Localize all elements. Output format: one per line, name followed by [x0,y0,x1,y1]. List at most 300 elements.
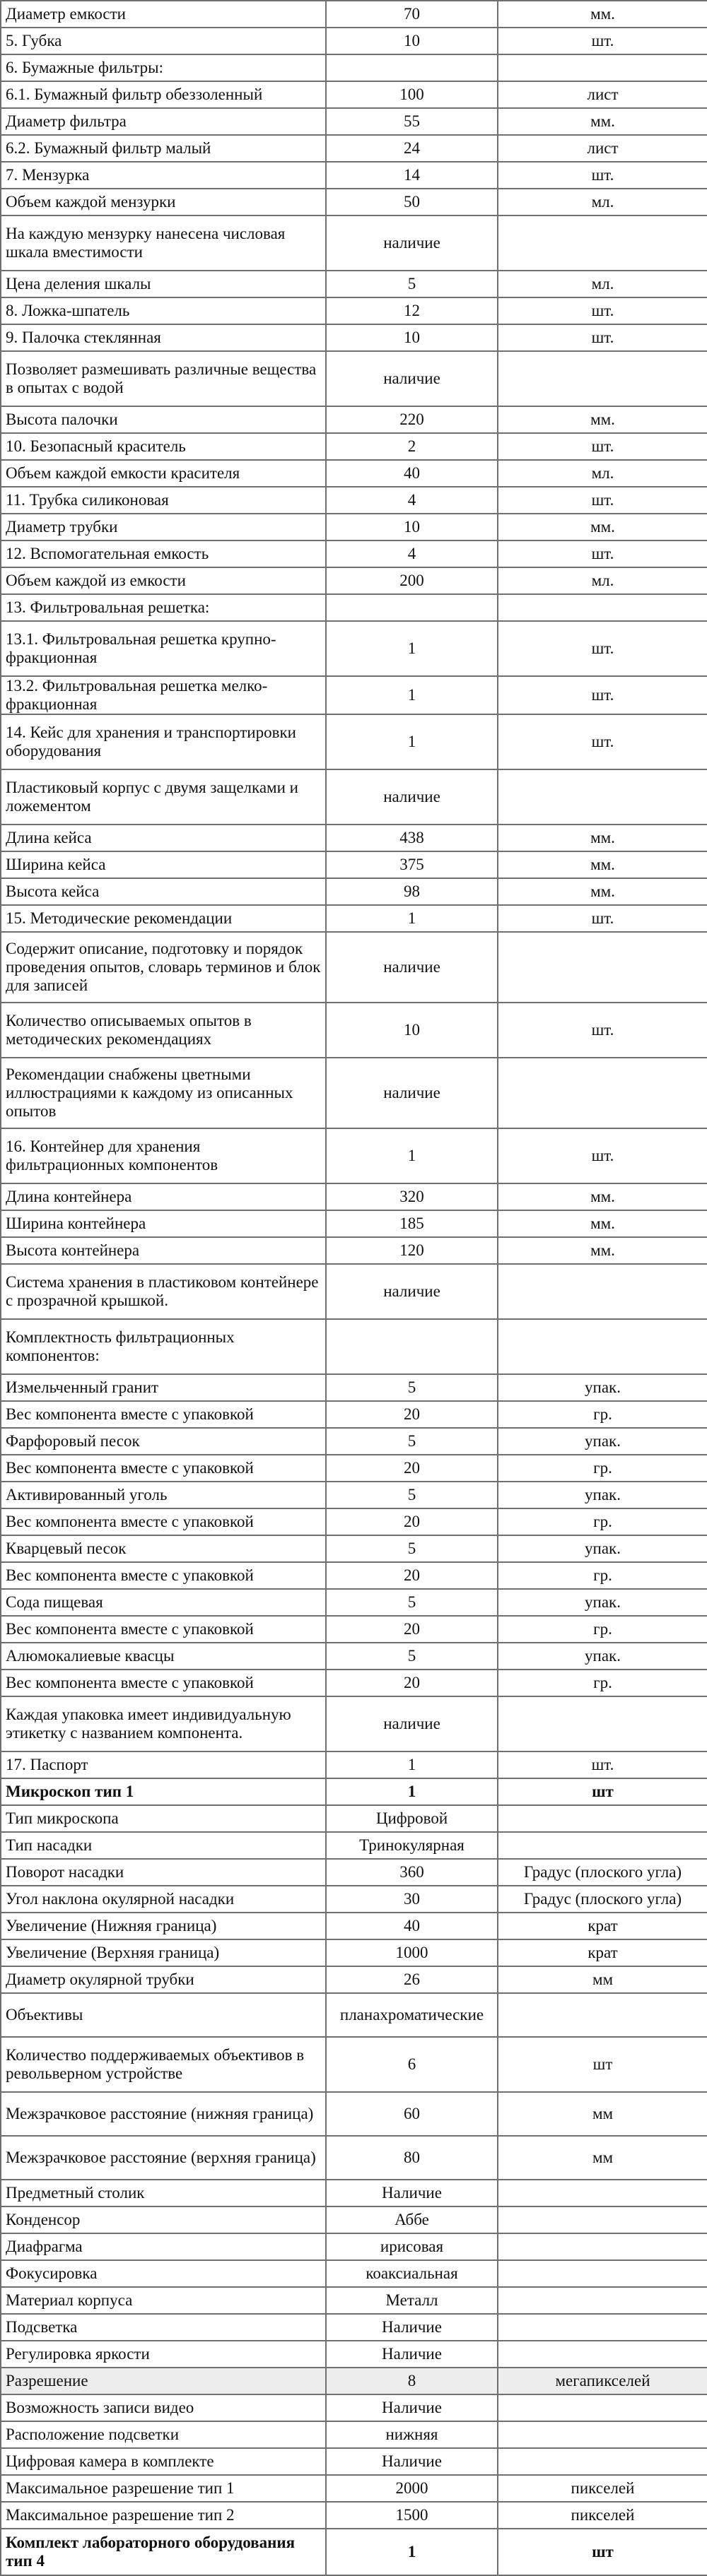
unit-cell [498,1696,707,1751]
parameter-value-cell: Наличие [326,2341,498,2368]
unit-cell: упак. [498,1482,707,1508]
table-row [1,851,707,878]
parameter-name-cell: Система хранения в пластиковом контейнере с прозрачной крышкой. [1,1264,326,1319]
parameter-name-cell: Материал корпуса [1,2287,326,2314]
table-row [1,1562,707,1589]
unit-cell [498,215,707,271]
parameter-value-cell: 6 [326,2037,498,2092]
parameter-name-cell: Диаметр окулярной трубки [1,1966,326,1993]
unit-cell: гр. [498,1562,707,1589]
parameter-value-cell: 375 [326,851,498,878]
parameter-name-cell: Увеличение (Верхняя граница) [1,1939,326,1966]
parameter-value-cell: 1500 [326,2502,498,2529]
parameter-name-cell: Диафрагма [1,2233,326,2260]
parameter-name-cell: Объем каждой из емкости [1,567,326,594]
unit-cell: лист [498,81,707,108]
parameter-value-cell: 1 [326,1751,498,1778]
parameter-value-cell: 98 [326,878,498,905]
table-row [1,769,707,825]
unit-cell: упак. [498,1428,707,1455]
parameter-name-cell: 6.1. Бумажный фильтр обеззоленный [1,81,326,108]
unit-cell: упак. [498,1535,707,1562]
parameter-value-cell: нижняя [326,2421,498,2448]
parameter-value-cell: 4 [326,487,498,514]
table-row [1,567,707,594]
parameter-name-cell: Максимальное разрешение тип 1 [1,2475,326,2502]
unit-cell: мегапикселей [498,2368,707,2394]
parameter-name-cell: Тип насадки [1,1832,326,1859]
parameter-value-cell: 30 [326,1886,498,1913]
table-row [1,2314,707,2341]
parameter-value-cell: 60 [326,2092,498,2136]
table-row [1,1832,707,1859]
parameter-value-cell: 20 [326,1508,498,1535]
parameter-value-cell: 20 [326,1670,498,1696]
parameter-value-cell: Тринокулярная [326,1832,498,1859]
parameter-name-cell: 9. Палочка стеклянная [1,324,326,351]
parameter-value-cell: 24 [326,135,498,162]
unit-cell: гр. [498,1616,707,1643]
parameter-name-cell: Активированный уголь [1,1482,326,1508]
unit-cell: мм [498,2092,707,2136]
table-row [1,2206,707,2233]
parameter-name-cell: Алюмокалиевые квасцы [1,1643,326,1670]
unit-cell: Градус (плоского угла) [498,1859,707,1886]
parameter-name-cell: Измельченный гранит [1,1374,326,1401]
parameter-value-cell: 8 [326,2368,498,2394]
parameter-value-cell: 10 [326,514,498,540]
table-row [1,271,707,297]
parameter-name-cell: Количество поддерживаемых объективов в револьверном устройстве [1,2037,326,2092]
parameter-name-cell: 8. Ложка-шпатель [1,297,326,324]
parameter-value-cell: 5 [326,1374,498,1401]
parameter-name-cell: 16. Контейнер для хранения фильтрационных компонентов [1,1128,326,1183]
unit-cell [498,2287,707,2314]
parameter-value-cell: 120 [326,1237,498,1264]
parameter-value-cell: 5 [326,1589,498,1616]
table-row [1,1128,707,1183]
parameter-name-cell: 17. Паспорт [1,1751,326,1778]
parameter-value-cell: Металл [326,2287,498,2314]
table-row [1,1616,707,1643]
parameter-name-cell: Кварцевый песок [1,1535,326,1562]
table-row [1,1003,707,1058]
table-row [1,2287,707,2314]
parameter-value-cell: 80 [326,2136,498,2180]
unit-cell: шт [498,2037,707,2092]
table-row [1,1210,707,1237]
table-row [1,1428,707,1455]
parameter-value-cell: 14 [326,162,498,189]
parameter-value-cell: 360 [326,1859,498,1886]
parameter-name-cell: Объем каждой мензурки [1,189,326,215]
parameter-name-cell: Увеличение (Нижняя граница) [1,1913,326,1939]
table-row [1,1859,707,1886]
table-row [1,28,707,54]
table-row [1,1643,707,1670]
table-row [1,2502,707,2529]
unit-cell: упак. [498,1643,707,1670]
unit-cell: мм [498,1966,707,1993]
unit-cell [498,769,707,825]
unit-cell: гр. [498,1455,707,1482]
parameter-value-cell: 5 [326,1643,498,1670]
unit-cell: гр. [498,1508,707,1535]
unit-cell: мм. [498,1237,707,1264]
unit-cell: шт. [498,714,707,769]
unit-cell: шт. [498,28,707,54]
parameter-name-cell: Угол наклона окулярной насадки [1,1886,326,1913]
unit-cell: мм. [498,1,707,28]
table-row [1,2448,707,2475]
parameter-name-cell: Комплект лабораторного оборудования тип 4 [1,2529,326,2575]
parameter-value-cell: 20 [326,1455,498,1482]
unit-cell: мм. [498,406,707,433]
table-row [1,878,707,905]
parameter-value-cell: Цифровой [326,1805,498,1832]
unit-cell [498,2448,707,2475]
parameter-name-cell: Диаметр трубки [1,514,326,540]
unit-cell: мл. [498,460,707,487]
unit-cell: шт. [498,676,707,714]
parameter-name-cell: Содержит описание, подготовку и порядок проведения опытов, словарь терминов и блок для записей [1,932,326,1003]
parameter-name-cell: Вес компонента вместе с упаковкой [1,1455,326,1482]
parameter-value-cell: 1 [326,621,498,676]
parameter-value-cell: 1 [326,1128,498,1183]
parameter-value-cell: 20 [326,1616,498,1643]
unit-cell: шт [498,1778,707,1805]
table-row [1,1058,707,1128]
parameter-name-cell: Комплектность фильтрационных компонентов: [1,1319,326,1374]
table-row [1,1696,707,1751]
table-row [1,2475,707,2502]
parameter-value-cell: 70 [326,1,498,28]
parameter-name-cell: Цена деления шкалы [1,271,326,297]
table-row [1,54,707,81]
table-row [1,2394,707,2421]
unit-cell: пикселей [498,2502,707,2529]
parameter-name-cell: 14. Кейс для хранения и транспортировки оборудования [1,714,326,769]
parameter-value-cell: 2 [326,433,498,460]
parameter-name-cell: 13.1. Фильтровальная решетка крупно-фракционная [1,621,326,676]
table-row [1,1319,707,1374]
parameter-name-cell: Количество описываемых опытов в методических рекомендациях [1,1003,326,1058]
parameter-value-cell: 100 [326,81,498,108]
table-row [1,1886,707,1913]
table-row [1,1183,707,1210]
table-row [1,905,707,932]
unit-cell [498,54,707,81]
unit-cell [498,1832,707,1859]
parameter-name-cell: 11. Трубка силиконовая [1,487,326,514]
table-row [1,189,707,215]
parameter-name-cell: Конденсор [1,2206,326,2233]
unit-cell [498,932,707,1003]
parameter-value-cell: 5 [326,1428,498,1455]
parameter-name-cell: Позволяет размешивать различные вещества в опытах с водой [1,351,326,406]
parameter-value-cell: 185 [326,1210,498,1237]
unit-cell [498,1993,707,2037]
parameter-value-cell: 26 [326,1966,498,1993]
parameter-value-cell: 10 [326,1003,498,1058]
parameter-name-cell: Возможность записи видео [1,2394,326,2421]
parameter-value-cell: наличие [326,215,498,271]
table-row [1,215,707,271]
table-row [1,81,707,108]
parameter-value-cell: 5 [326,1535,498,1562]
unit-cell: мм. [498,108,707,135]
parameter-name-cell: Высота контейнера [1,1237,326,1264]
parameter-name-cell: Максимальное разрешение тип 2 [1,2502,326,2529]
parameter-name-cell: 13.2. Фильтровальная решетка мелко-фракционная [1,676,326,714]
table-row [1,932,707,1003]
table-row [1,825,707,851]
unit-cell: шт. [498,540,707,567]
unit-cell: шт. [498,324,707,351]
table-row [1,1264,707,1319]
table-row [1,1535,707,1562]
unit-cell: мм [498,2136,707,2180]
parameter-name-cell: Сода пищевая [1,1589,326,1616]
parameter-value-cell: 1 [326,1778,498,1805]
parameter-value-cell: Наличие [326,2314,498,2341]
table-row [1,1508,707,1535]
table-row [1,2092,707,2136]
unit-cell: шт. [498,905,707,932]
unit-cell: шт. [498,297,707,324]
unit-cell: шт. [498,487,707,514]
parameter-name-cell: 13. Фильтровальная решетка: [1,594,326,621]
table-row [1,1778,707,1805]
unit-cell: упак. [498,1374,707,1401]
parameter-value-cell: 1 [326,905,498,932]
table-row [1,2529,707,2575]
parameter-value-cell: планахроматические [326,1993,498,2037]
table-row [1,297,707,324]
unit-cell: крат [498,1913,707,1939]
parameter-value-cell: 1000 [326,1939,498,1966]
unit-cell: мм. [498,851,707,878]
parameter-name-cell: Расположение подсветки [1,2421,326,2448]
unit-cell: шт. [498,162,707,189]
table-row [1,1237,707,1264]
table-row [1,1374,707,1401]
unit-cell: шт. [498,1751,707,1778]
parameter-name-cell: Диаметр емкости [1,1,326,28]
parameter-name-cell: Фокусировка [1,2260,326,2287]
parameter-name-cell: Ширина кейса [1,851,326,878]
unit-cell: Градус (плоского угла) [498,1886,707,1913]
unit-cell: мл. [498,189,707,215]
parameter-name-cell: Высота кейса [1,878,326,905]
parameter-value-cell: наличие [326,351,498,406]
parameter-name-cell: Поворот насадки [1,1859,326,1886]
parameter-value-cell: 438 [326,825,498,851]
parameter-value-cell: Наличие [326,2180,498,2206]
parameter-name-cell: Каждая упаковка имеет индивидуальную этикетку с названием компонента. [1,1696,326,1751]
unit-cell [498,1264,707,1319]
parameter-name-cell: 7. Мензурка [1,162,326,189]
unit-cell [498,2341,707,2368]
table-row [1,460,707,487]
unit-cell: мм. [498,1183,707,1210]
table-row [1,1670,707,1696]
table-row [1,1939,707,1966]
table-row [1,540,707,567]
unit-cell: шт [498,2529,707,2575]
unit-cell [498,1058,707,1128]
parameter-value-cell: наличие [326,932,498,1003]
parameter-value-cell: коаксиальная [326,2260,498,2287]
parameter-value-cell: 200 [326,567,498,594]
parameter-value-cell: 40 [326,1913,498,1939]
table-row [1,2180,707,2206]
table-row [1,2421,707,2448]
table-row [1,1751,707,1778]
specification-table-body [1,1,707,2575]
unit-cell [498,351,707,406]
parameter-value-cell: 55 [326,108,498,135]
parameter-value-cell [326,594,498,621]
unit-cell: крат [498,1939,707,1966]
table-row [1,324,707,351]
parameter-value-cell: 5 [326,271,498,297]
unit-cell: мм. [498,825,707,851]
table-row [1,2037,707,2092]
parameter-value-cell: наличие [326,1696,498,1751]
unit-cell [498,2206,707,2233]
parameter-name-cell: 15. Методические рекомендации [1,905,326,932]
table-row [1,1,707,28]
parameter-value-cell: 1 [326,2529,498,2575]
parameter-name-cell: Тип микроскопа [1,1805,326,1832]
parameter-name-cell: Вес компонента вместе с упаковкой [1,1508,326,1535]
parameter-value-cell: 20 [326,1401,498,1428]
unit-cell [498,594,707,621]
parameter-name-cell: Ширина контейнера [1,1210,326,1237]
parameter-value-cell: наличие [326,769,498,825]
unit-cell: лист [498,135,707,162]
parameter-value-cell [326,54,498,81]
unit-cell: мл. [498,567,707,594]
unit-cell: гр. [498,1401,707,1428]
unit-cell: пикселей [498,2475,707,2502]
parameter-name-cell: Цифровая камера в комплекте [1,2448,326,2475]
unit-cell: шт. [498,621,707,676]
table-row [1,1401,707,1428]
table-row [1,1966,707,1993]
table-row [1,1993,707,2037]
table-row [1,351,707,406]
parameter-value-cell: 10 [326,324,498,351]
unit-cell: мм. [498,514,707,540]
parameter-name-cell: Регулировка яркости [1,2341,326,2368]
parameter-name-cell: 10. Безопасный краситель [1,433,326,460]
parameter-name-cell: Вес компонента вместе с упаковкой [1,1670,326,1696]
table-row [1,1805,707,1832]
parameter-value-cell: 320 [326,1183,498,1210]
parameter-name-cell: 6. Бумажные фильтры: [1,54,326,81]
table-row [1,1913,707,1939]
parameter-name-cell: Длина контейнера [1,1183,326,1210]
unit-cell: шт. [498,433,707,460]
parameter-value-cell: Наличие [326,2394,498,2421]
parameter-name-cell: Предметный столик [1,2180,326,2206]
unit-cell: шт. [498,1128,707,1183]
parameter-value-cell: 4 [326,540,498,567]
table-row [1,1482,707,1508]
table-row [1,514,707,540]
table-row [1,2260,707,2287]
unit-cell [498,1319,707,1374]
table-row [1,406,707,433]
unit-cell [498,2314,707,2341]
parameter-name-cell: Длина кейса [1,825,326,851]
parameter-name-cell: 5. Губка [1,28,326,54]
unit-cell: упак. [498,1589,707,1616]
parameter-name-cell: Фарфоровый песок [1,1428,326,1455]
parameter-value-cell: наличие [326,1264,498,1319]
parameter-value-cell: 5 [326,1482,498,1508]
unit-cell [498,2233,707,2260]
parameter-name-cell: Рекомендации снабжены цветными иллюстрациями к каждому из описанных опытов [1,1058,326,1128]
parameter-value-cell: 10 [326,28,498,54]
parameter-value-cell: наличие [326,1058,498,1128]
table-row [1,594,707,621]
table-row [1,487,707,514]
parameter-name-cell: 6.2. Бумажный фильтр малый [1,135,326,162]
parameter-name-cell: Межзрачковое расстояние (верхняя граница) [1,2136,326,2180]
table-row [1,108,707,135]
parameter-value-cell: Наличие [326,2448,498,2475]
parameter-name-cell: 12. Вспомогательная емкость [1,540,326,567]
table-row [1,2233,707,2260]
parameter-value-cell: 12 [326,297,498,324]
table-row [1,676,707,714]
unit-cell [498,2180,707,2206]
parameter-name-cell: Объем каждой емкости красителя [1,460,326,487]
unit-cell [498,1805,707,1832]
parameter-name-cell: Высота палочки [1,406,326,433]
parameter-value-cell: 220 [326,406,498,433]
table-row [1,2341,707,2368]
unit-cell: мл. [498,271,707,297]
parameter-value-cell: 1 [326,676,498,714]
parameter-name-cell: Вес компонента вместе с упаковкой [1,1401,326,1428]
unit-cell [498,2421,707,2448]
unit-cell: шт. [498,1003,707,1058]
parameter-value-cell: 20 [326,1562,498,1589]
table-row [1,621,707,676]
parameter-value-cell: ирисовая [326,2233,498,2260]
parameter-name-cell: Подсветка [1,2314,326,2341]
parameter-name-cell: Диаметр фильтра [1,108,326,135]
unit-cell [498,2260,707,2287]
table-row [1,1455,707,1482]
parameter-name-cell: Вес компонента вместе с упаковкой [1,1562,326,1589]
parameter-value-cell: 1 [326,714,498,769]
parameter-name-cell: Разрешение [1,2368,326,2394]
unit-cell: гр. [498,1670,707,1696]
table-row [1,2136,707,2180]
table-row [1,135,707,162]
table-row [1,714,707,769]
parameter-value-cell [326,1319,498,1374]
unit-cell: мм. [498,878,707,905]
parameter-name-cell: Межзрачковое расстояние (нижняя граница) [1,2092,326,2136]
parameter-value-cell: 40 [326,460,498,487]
parameter-name-cell: На каждую мензурку нанесена числовая шкала вместимости [1,215,326,271]
